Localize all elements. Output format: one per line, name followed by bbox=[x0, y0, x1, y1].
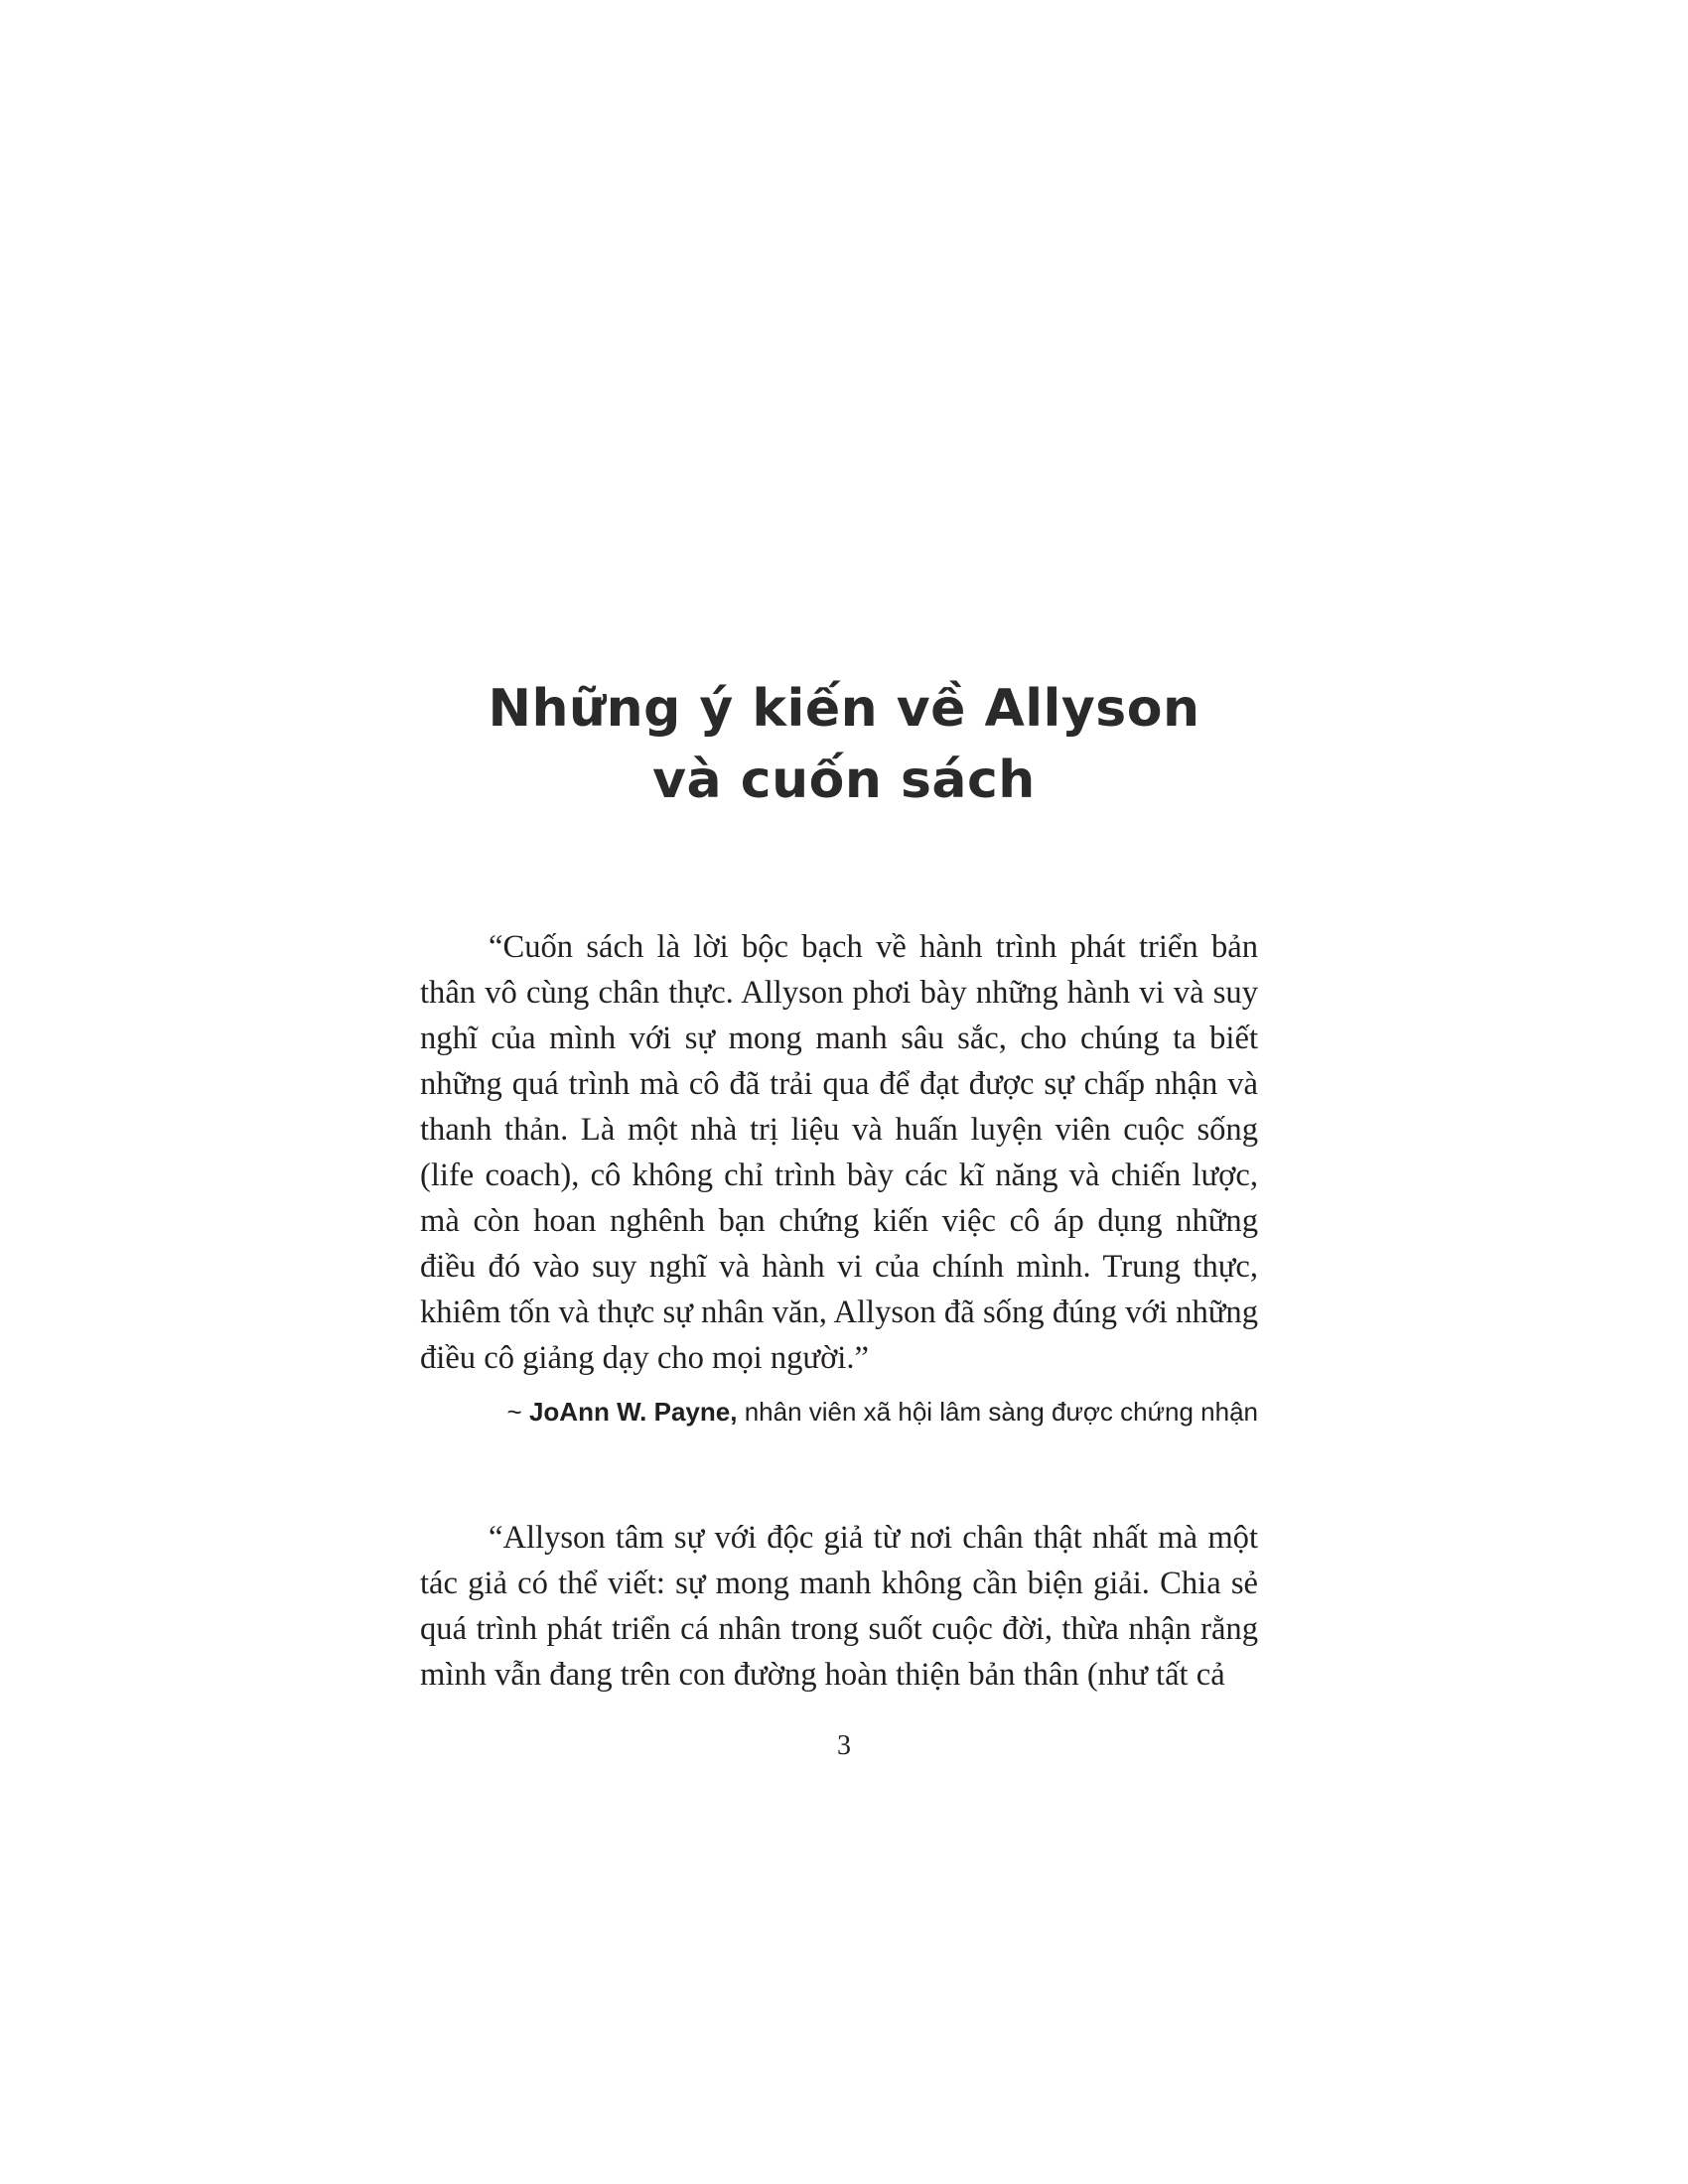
testimonial-1 bbox=[420, 924, 1258, 1381]
title-line-1: Những ý kiến về Allyson bbox=[488, 679, 1200, 739]
attribution-role: nhân viên xã hội lâm sàng được chứng nhận bbox=[737, 1397, 1258, 1427]
testimonial-1-text: “Cuốn sách là lời bộc bạch về hành trình phát triển bản thân vô cùng chân thực. Allyson phơi bày những hành vi và suy nghĩ của mình với sự mong manh sâu sắc, cho chúng ta biết những quá trình mà cô đã trải qua để đạt được sự chấp nhận và thanh thản. Là một nhà trị liệu và huấn luyện viên cuộc sống (life coach), cô không chỉ trình bày các kĩ năng và chiến lược, mà còn hoan nghênh bạn chứng kiến việc cô áp dụng những điều đó vào suy nghĩ và hành vi của chính mình. Trung thực, khiêm tốn và thực sự nhân văn, Allyson đã sống đúng với những điều cô giảng dạy cho mọi người.” bbox=[420, 929, 1258, 1376]
title-line-2: và cuốn sách bbox=[652, 751, 1036, 810]
page-title bbox=[0, 673, 1688, 816]
page-number: 3 bbox=[837, 1730, 851, 1761]
attribution-prefix: ~ bbox=[506, 1397, 529, 1427]
attribution-name: JoAnn W. Payne, bbox=[528, 1397, 738, 1427]
testimonial-1-attribution bbox=[420, 1392, 1258, 1432]
testimonial-2-text: “Allyson tâm sự với độc giả từ nơi chân thật nhất mà một tác giả có thể viết: sự mong manh không cần biện giải. Chia sẻ quá trình phát triển cá nhân trong suốt cuộc đời, thừa nhận rằng mình vẫn đang trên con đường hoàn thiện bản thân (như tất cả bbox=[420, 1520, 1258, 1693]
testimonial-2 bbox=[420, 1515, 1258, 1698]
